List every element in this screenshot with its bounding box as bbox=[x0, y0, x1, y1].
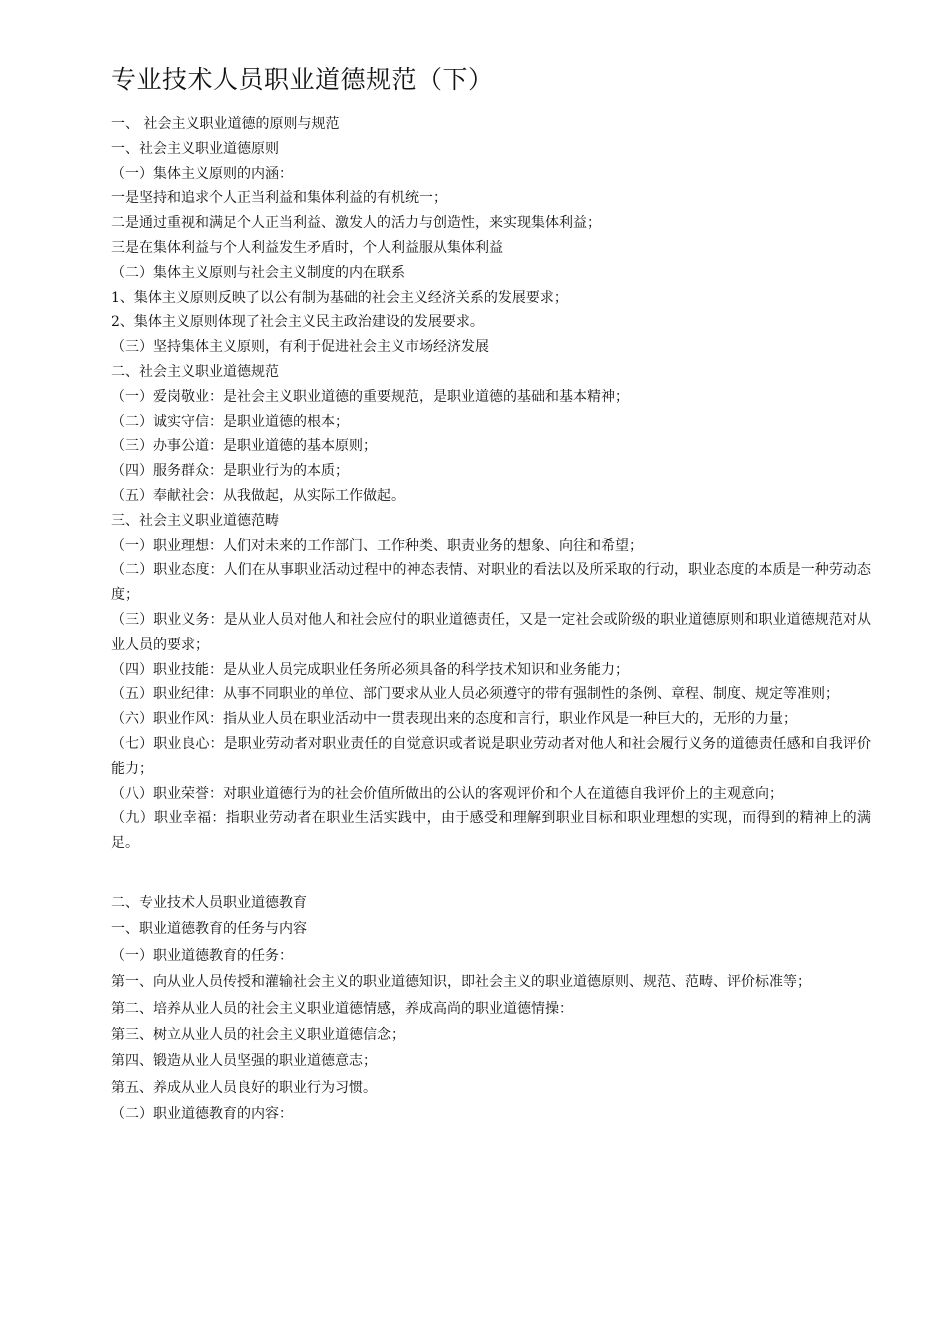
paragraph: （五）奉献社会：从我做起，从实际工作做起。 bbox=[111, 487, 405, 504]
section-principles-and-norms bbox=[111, 112, 871, 856]
paragraph: （二）诚实守信：是职业道德的根本； bbox=[111, 413, 349, 430]
paragraph: 1、集体主义原则反映了以公有制为基础的社会主义经济关系的发展要求； bbox=[111, 289, 568, 306]
paragraph: 一、职业道德教育的任务与内容 bbox=[111, 921, 307, 938]
paragraph: （六）职业作风：指从业人员在职业活动中一贯表现出来的态度和言行，职业作风是一种巨大的，无形的力量； bbox=[111, 711, 797, 728]
paragraph: 三、社会主义职业道德范畴 bbox=[111, 512, 279, 529]
paragraph: （五）职业纪律：从事不同职业的单位、部门要求从业人员必须遵守的带有强制性的条例、章程、制度、规定等准则； bbox=[111, 686, 839, 703]
paragraph: 二、社会主义职业道德规范 bbox=[111, 363, 279, 380]
paragraph: （一）职业理想：人们对未来的工作部门、工作种类、职责业务的想象、向往和希望； bbox=[111, 537, 643, 554]
paragraph: （二）职业道德教育的内容： bbox=[111, 1106, 293, 1123]
paragraph: （四）职业技能：是从业人员完成职业任务所必须具备的科学技术知识和业务能力； bbox=[111, 661, 629, 678]
paragraph: （三）办事公道：是职业道德的基本原则； bbox=[111, 438, 377, 455]
paragraph: 一、 社会主义职业道德的原则与规范 bbox=[111, 116, 340, 132]
paragraph: （八）职业荣誉：对职业道德行为的社会价值所做出的公认的客观评价和个人在道德自我评价上的主观意向； bbox=[111, 785, 783, 802]
section-ethics-education bbox=[111, 890, 871, 1128]
paragraph: （七）职业良心：是职业劳动者对职业责任的自觉意识或者说是职业劳动者对他人和社会履行义务的道德责任感和自我评价能力； bbox=[111, 735, 871, 777]
paragraph: 一是坚持和追求个人正当利益和集体利益的有机统一； bbox=[111, 190, 447, 207]
paragraph: 三是在集体利益与个人利益发生矛盾时，个人利益服从集体利益 bbox=[111, 239, 503, 256]
paragraph: 二是通过重视和满足个人正当利益、激发人的活力与创造性，来实现集体利益； bbox=[111, 215, 601, 232]
paragraph: （一）职业道德教育的任务： bbox=[111, 947, 293, 964]
paragraph: 第二、培养从业人员的社会主义职业道德情感，养成高尚的职业道德情操： bbox=[111, 1000, 573, 1017]
paragraph: 2、集体主义原则体现了社会主义民主政治建设的发展要求。 bbox=[111, 314, 484, 331]
paragraph: （九）职业幸福：指职业劳动者在职业生活实践中，由于感受和理解到职业目标和职业理想的实现，而得到的精神上的满足。 bbox=[111, 810, 871, 852]
paragraph: 二、专业技术人员职业道德教育 bbox=[111, 894, 307, 911]
paragraph: （三）坚持集体主义原则，有利于促进社会主义市场经济发展 bbox=[111, 339, 489, 356]
paragraph: 第三、树立从业人员的社会主义职业道德信念； bbox=[111, 1026, 405, 1043]
paragraph: 第一、向从业人员传授和灌输社会主义的职业道德知识，即社会主义的职业道德原则、规范、范畴、评价标准等； bbox=[111, 974, 811, 991]
paragraph: （二）集体主义原则与社会主义制度的内在联系 bbox=[111, 264, 405, 281]
document-page bbox=[111, 60, 871, 1128]
paragraph: 第五、养成从业人员良好的职业行为习惯。 bbox=[111, 1079, 377, 1096]
paragraph: （四）服务群众：是职业行为的本质； bbox=[111, 463, 349, 480]
paragraph: （三）职业义务：是从业人员对他人和社会应付的职业道德责任，又是一定社会或阶级的职业道德原则和职业道德规范对从业人员的要求； bbox=[111, 611, 871, 653]
paragraph: 一、社会主义职业道德原则 bbox=[111, 140, 279, 157]
document-title: 专业技术人员职业道德规范（下） bbox=[111, 65, 494, 94]
paragraph: （二）职业态度：人们在从事职业活动过程中的神态表情、对职业的看法以及所采取的行动，职业态度的本质是一种劳动态度； bbox=[111, 562, 871, 604]
paragraph: （一）集体主义原则的内涵： bbox=[111, 165, 293, 182]
paragraph: 第四、锻造从业人员坚强的职业道德意志； bbox=[111, 1053, 377, 1070]
paragraph: （一）爱岗敬业：是社会主义职业道德的重要规范，是职业道德的基础和基本精神； bbox=[111, 388, 629, 405]
